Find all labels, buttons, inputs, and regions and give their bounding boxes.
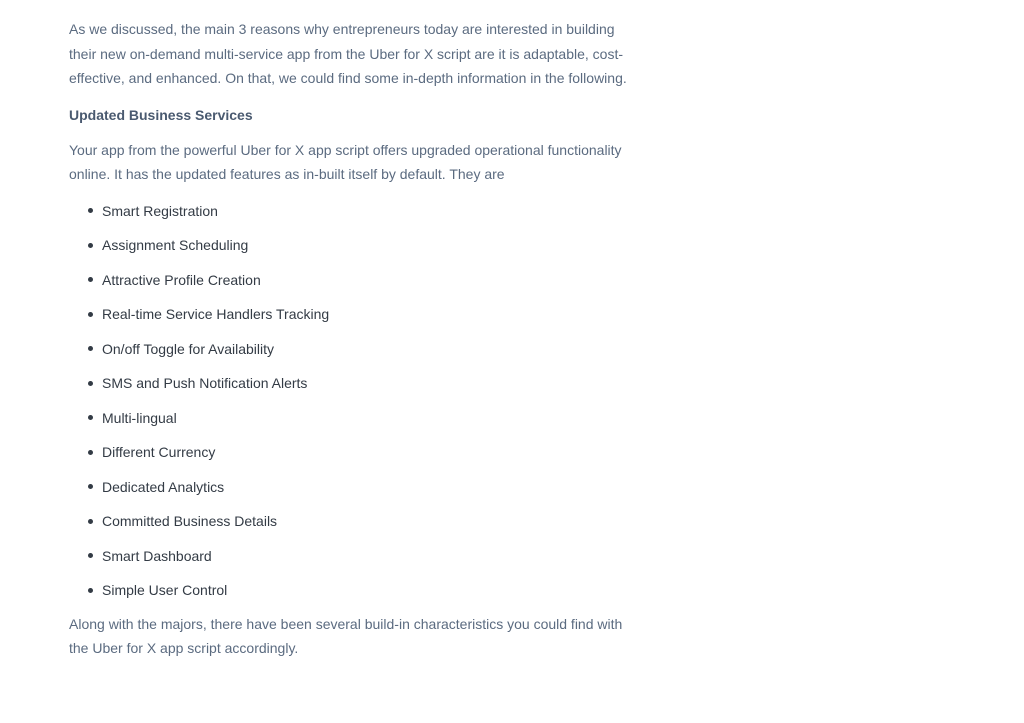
list-item bbox=[69, 304, 639, 339]
list-item-label: SMS and Push Notification Alerts bbox=[102, 375, 308, 391]
closing-paragraph: Along with the majors, there have been several build-in characteristics you could find with the Uber for X app script accordingly. bbox=[69, 615, 623, 656]
bullet-icon bbox=[88, 277, 93, 282]
bullet-icon bbox=[88, 415, 93, 420]
list-item bbox=[69, 235, 639, 270]
bullet-icon bbox=[88, 553, 93, 558]
list-item bbox=[69, 477, 639, 512]
list-item bbox=[69, 270, 639, 305]
bullet-icon bbox=[88, 312, 93, 317]
bullet-icon bbox=[88, 450, 93, 455]
list-item bbox=[69, 511, 639, 546]
list-item bbox=[69, 442, 639, 477]
description-paragraph: Your app from the powerful Uber for X app script offers upgraded operational functionality online. It has the updated features as in-built itself by default. They are bbox=[69, 141, 622, 182]
list-item-label: Smart Dashboard bbox=[102, 547, 212, 564]
list-item bbox=[69, 580, 639, 615]
list-item bbox=[69, 339, 639, 374]
bullet-icon bbox=[88, 208, 93, 213]
list-item-label: Simple User Control bbox=[102, 582, 228, 598]
section-heading: Updated Business Services bbox=[69, 106, 253, 123]
list-item-label: Different Currency bbox=[102, 444, 216, 460]
bullet-icon bbox=[88, 519, 93, 524]
article-body bbox=[69, 17, 639, 661]
bullet-icon bbox=[88, 243, 93, 248]
list-item-label: Dedicated Analytics bbox=[102, 478, 225, 495]
list-item-label: Attractive Profile Creation bbox=[102, 271, 261, 288]
list-item-label: Assignment Scheduling bbox=[102, 237, 249, 253]
intro-paragraph: As we discussed, the main 3 reasons why entrepreneurs today are interested in building their new on-demand multi-service app from the Uber for X script are it is adaptable, cost-effective, and enhanced. On that, we could find some in-depth information in the following. bbox=[69, 21, 627, 86]
list-item bbox=[69, 546, 639, 581]
bullet-icon bbox=[88, 588, 93, 593]
feature-list bbox=[69, 201, 639, 615]
list-item-label: Committed Business Details bbox=[102, 513, 278, 529]
list-item bbox=[69, 201, 639, 236]
list-item bbox=[69, 373, 639, 408]
list-item-label: On/off Toggle for Availability bbox=[102, 340, 274, 357]
list-item-label: Smart Registration bbox=[102, 202, 218, 219]
list-item-label: Multi-lingual bbox=[102, 409, 177, 426]
list-item-label: Real-time Service Handlers Tracking bbox=[102, 306, 330, 322]
bullet-icon bbox=[88, 346, 93, 351]
bullet-icon bbox=[88, 484, 93, 489]
list-item bbox=[69, 408, 639, 443]
bullet-icon bbox=[88, 381, 93, 386]
